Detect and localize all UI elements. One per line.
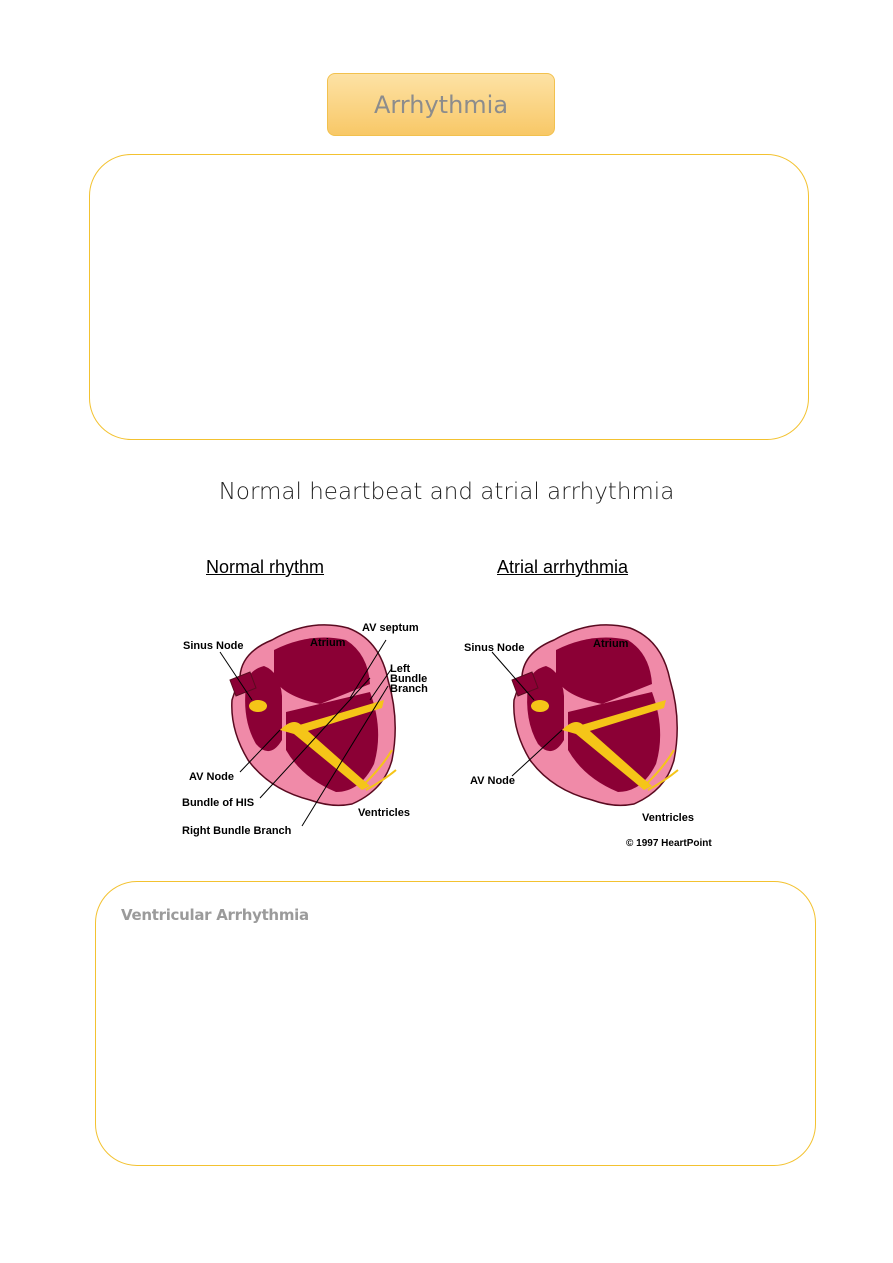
label-atrium: Atrium	[310, 637, 346, 649]
atrial-arrhythmia-subtitle: Atrial arrhythmia	[497, 557, 629, 577]
top-content-panel	[89, 154, 809, 440]
label-right-bundle: Right Bundle Branch	[182, 825, 292, 837]
label-ventricles-atrial: Ventricles	[642, 812, 694, 824]
label-av-node-atrial: AV Node	[470, 775, 516, 787]
label-bundle-his: Bundle of HIS	[182, 797, 255, 809]
label-sinus-node-atrial: Sinus Node	[464, 642, 525, 654]
label-atrium-atrial: Atrium	[593, 638, 629, 650]
normal-heart-figure	[182, 622, 428, 837]
ventricular-arrhythmia-heading: Ventricular Arrhythmia	[121, 906, 309, 924]
label-av-septum: AV septum	[362, 622, 419, 634]
copyright-text: © 1997 HeartPoint	[626, 838, 712, 849]
sinus-node-marker-atrial	[531, 700, 549, 712]
sinus-node-marker	[249, 700, 267, 712]
heart-conduction-diagram	[170, 600, 730, 855]
section-heading: Normal heartbeat and atrial arrhythmia	[218, 479, 675, 505]
page-title: Arrhythmia	[327, 73, 555, 136]
atrial-heart-figure	[464, 625, 694, 824]
label-av-node: AV Node	[189, 771, 235, 783]
label-left-bundle-2: Bundle	[390, 673, 428, 685]
label-ventricles: Ventricles	[358, 807, 410, 819]
label-sinus-node: Sinus Node	[183, 640, 244, 652]
normal-rhythm-subtitle: Normal rhythm	[206, 557, 325, 577]
label-left-bundle-1: Left	[390, 663, 411, 675]
label-left-bundle-3: Branch	[390, 683, 428, 695]
